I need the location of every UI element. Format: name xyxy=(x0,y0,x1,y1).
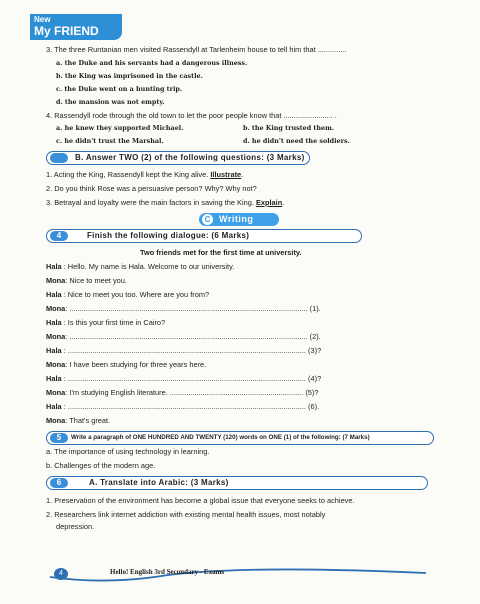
answer-q1: 1. Acting the King, Rassendyll kept the King alive. Illustrate. xyxy=(46,170,244,179)
section-6-title: A. Translate into Arabic: (3 Marks) xyxy=(89,478,229,487)
dialogue-line: Mona: That's great. xyxy=(46,416,111,425)
dialogue-line: Hala : Is this your first time in Cairo? xyxy=(46,318,166,327)
q4-option-b: b. the King trusted them. xyxy=(243,124,335,132)
my-friend-logo xyxy=(30,14,122,40)
translate-sentence-2: 2. Researchers link internet addiction with existing mental health issues, most notably xyxy=(46,510,326,519)
dialogue-line: Hala : Nice to meet you too. Where are you from? xyxy=(46,290,210,299)
dialogue-line: Mona: .................................................................................................................... (2). xyxy=(46,332,321,341)
dialogue-line: Mona: I'm studying English literature. ................................................................. (5)? xyxy=(46,388,319,397)
section-b-badge xyxy=(50,153,68,163)
q3-option-d: d. the mansion was not empty. xyxy=(56,98,165,106)
section-4-number: 4 xyxy=(50,231,68,241)
logo-new: New xyxy=(34,15,51,24)
logo-title: My FRIEND xyxy=(34,24,99,38)
dialogue-line: Mona: Nice to meet you. xyxy=(46,276,127,285)
dialogue-subtitle: Two friends met for the first time at university. xyxy=(140,248,302,257)
section-b-title: B. Answer TWO (2) of the following questions: (3 Marks) xyxy=(75,153,305,162)
page-number: 4 xyxy=(54,568,68,580)
dialogue-line: Mona: I have been studying for three years here. xyxy=(46,360,207,369)
section-4-header xyxy=(46,229,362,243)
q3-option-b: b. the King was imprisoned in the castle. xyxy=(56,72,203,80)
section-5-header xyxy=(46,431,434,445)
q4-option-c: c. he didn't trust the Marshal. xyxy=(56,137,164,145)
illustrate-keyword: Illustrate xyxy=(210,170,242,179)
q3-option-a: a. the Duke and his servants had a dangerous illness. xyxy=(56,59,248,67)
dialogue-line: Hala : .................................................................................................................... (3)? xyxy=(46,346,322,355)
topic-b: b. Challenges of the modern age. xyxy=(46,461,156,470)
writing-label: Writing xyxy=(219,214,254,224)
translate-sentence-2-cont: depression. xyxy=(56,522,95,531)
dialogue-line: Hala : .................................................................................................................... (6). xyxy=(46,402,320,411)
q4-option-d: d. he didn't need the soldiers. xyxy=(243,137,350,145)
footer-text: Hello! English 3rd Secondary - Exams xyxy=(110,568,225,576)
dialogue-line: Mona: .................................................................................................................... (1). xyxy=(46,304,321,313)
q4-option-a: a. he knew they supported Michael. xyxy=(56,124,184,132)
dialogue-line: Hala : Hello. My name is Hala. Welcome to our university. xyxy=(46,262,235,271)
dialogue-line: Hala : .................................................................................................................... (4)? xyxy=(46,374,322,383)
section-5-title: Write a paragraph of ONE HUNDRED AND TWENTY (120) words on ONE (1) of the following: (7 Marks) xyxy=(71,434,370,441)
section-b-header xyxy=(46,151,310,165)
translate-sentence-1: 1. Preservation of the environment has become a global issue that everyone seeks to achieve. xyxy=(46,496,355,505)
section-6-number: 6 xyxy=(50,478,68,488)
answer-q3: 3. Betrayal and loyalty were the main factors in saving the King. Explain. xyxy=(46,198,285,207)
section-4-title: Finish the following dialogue: (6 Marks) xyxy=(87,231,250,240)
q4-stem: 4. Rassendyll rode through the old town to let the poor people know that ........................ . xyxy=(46,111,337,120)
footer-swoosh xyxy=(48,563,428,583)
topic-a: a. The importance of using technology in learning. xyxy=(46,447,210,456)
q3-stem: 3. The three Runtanian men visited Rassendyll at Tarlenheim house to tell him that .............. xyxy=(46,45,347,54)
writing-letter: C xyxy=(202,214,213,225)
section-5-number: 5 xyxy=(50,433,68,443)
q3-option-c: c. the Duke went on a hunting trip. xyxy=(56,85,183,93)
explain-keyword: Explain xyxy=(255,198,283,207)
section-6-header xyxy=(46,476,428,490)
answer-q2: 2. Do you think Rose was a persuasive person? Why? Why not? xyxy=(46,184,257,193)
writing-banner xyxy=(199,213,279,226)
